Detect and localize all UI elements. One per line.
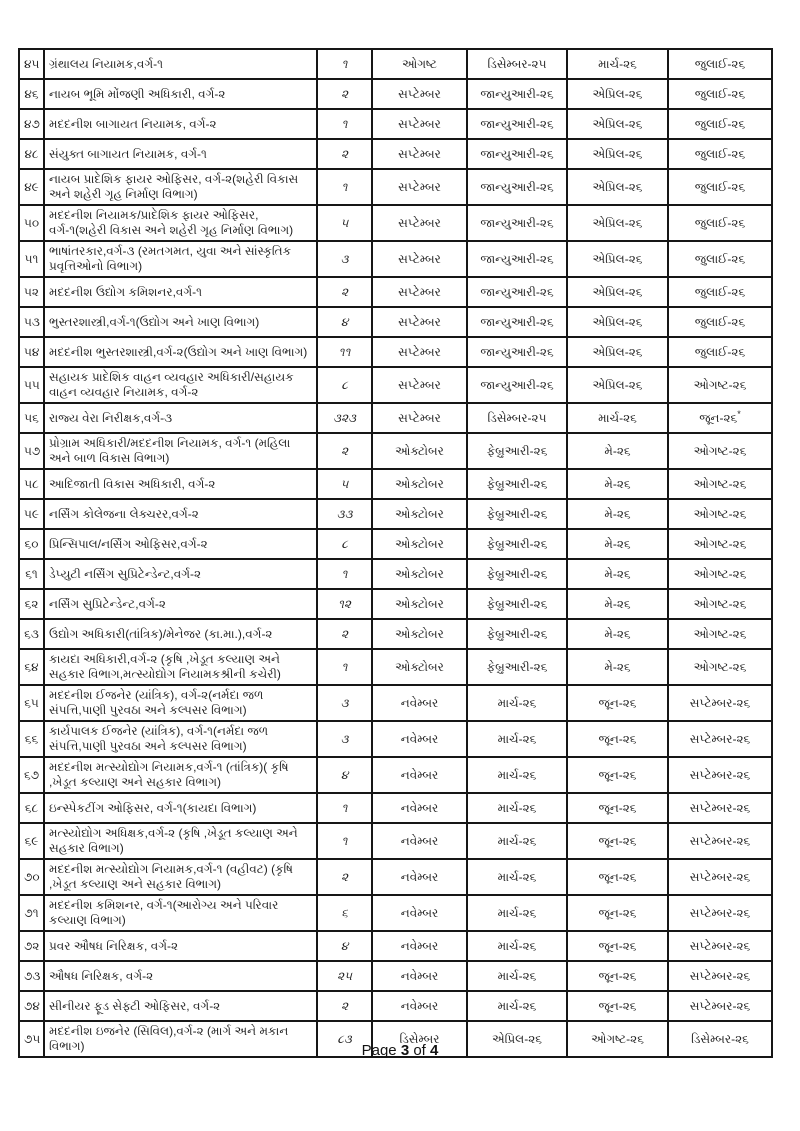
footer-page-label: Page — [361, 1042, 397, 1059]
vacancy-count-cell: ૧ — [317, 559, 372, 589]
vacancy-count-cell: ૮ — [317, 367, 372, 403]
post-name-cell: ગ્રંથાલય નિયામક,વર્ગ-૧ — [44, 49, 317, 79]
serial-cell: ૬૧ — [19, 559, 44, 589]
month-2-cell: માર્ચ-૨૬ — [467, 721, 567, 757]
month-3-cell: જૂન-૨૬ — [567, 931, 668, 961]
serial-cell: ૪૮ — [19, 139, 44, 169]
page-footer — [0, 1042, 800, 1059]
table-row — [19, 337, 772, 367]
table-row — [19, 499, 772, 529]
month-3-cell: એપ્રિલ-૨૬ — [567, 277, 668, 307]
table-row — [19, 859, 772, 895]
month-1-cell: સપ્ટેમ્બર — [372, 139, 467, 169]
table-row — [19, 79, 772, 109]
month-3-cell: મે-૨૬ — [567, 649, 668, 685]
month-2-cell: માર્ચ-૨૬ — [467, 895, 567, 931]
month-1-cell: નવેમ્બર — [372, 757, 467, 793]
vacancy-count-cell: ૨ — [317, 277, 372, 307]
month-3-cell: જૂન-૨૬ — [567, 721, 668, 757]
vacancy-count-cell: ૨૫ — [317, 961, 372, 991]
month-2-cell: ડિસેમ્બર-૨૫ — [467, 49, 567, 79]
month-3-cell: ઓગષ્ટ-૨૬ — [567, 1021, 668, 1057]
table-row — [19, 529, 772, 559]
vacancy-count-cell: ૩૩ — [317, 499, 372, 529]
month-4-cell: સપ્ટેમ્બર-૨૬ — [668, 793, 772, 823]
post-name-cell: ડેપ્યુટી નર્સિંગ સુપ્રિટેન્ડેન્ટ,વર્ગ-૨ — [44, 559, 317, 589]
table-row — [19, 469, 772, 499]
month-3-cell: મે-૨૬ — [567, 619, 668, 649]
table-row — [19, 169, 772, 205]
post-name-cell: પ્રોગ્રામ અધિકારી/મદદનીશ નિયામક, વર્ગ-૧ (મહિલા અને બાળ વિકાસ વિભાગ) — [44, 433, 317, 469]
month-4-cell: સપ્ટેમ્બર-૨૬ — [668, 895, 772, 931]
month-3-cell: મે-૨૬ — [567, 469, 668, 499]
vacancy-count-cell: ૧ — [317, 649, 372, 685]
month-2-cell: જાન્યુઆરી-૨૬ — [467, 139, 567, 169]
table-row — [19, 139, 772, 169]
table-row — [19, 757, 772, 793]
month-1-cell: નવેમ્બર — [372, 685, 467, 721]
month-2-cell: જાન્યુઆરી-૨૬ — [467, 307, 567, 337]
month-3-cell: મે-૨૬ — [567, 589, 668, 619]
month-1-cell: સપ્ટેમ્બર — [372, 205, 467, 241]
serial-cell: ૫૬ — [19, 403, 44, 433]
month-4-cell: ઓગષ્ટ-૨૬ — [668, 559, 772, 589]
table-row — [19, 961, 772, 991]
month-2-cell: ફેબ્રુઆરી-૨૬ — [467, 649, 567, 685]
month-2-cell: માર્ચ-૨૬ — [467, 757, 567, 793]
month-3-cell: મે-૨૬ — [567, 559, 668, 589]
month-2-cell: માર્ચ-૨૬ — [467, 859, 567, 895]
vacancy-count-cell: ૧ — [317, 49, 372, 79]
month-3-cell: એપ્રિલ-૨૬ — [567, 205, 668, 241]
month-1-cell: સપ્ટેમ્બર — [372, 337, 467, 367]
month-3-cell: એપ્રિલ-૨૬ — [567, 367, 668, 403]
serial-cell: ૫૧ — [19, 241, 44, 277]
month-2-cell: જાન્યુઆરી-૨૬ — [467, 277, 567, 307]
month-1-cell: સપ્ટેમ્બર — [372, 403, 467, 433]
month-2-cell: જાન્યુઆરી-૨૬ — [467, 337, 567, 367]
vacancy-count-cell: ૨ — [317, 79, 372, 109]
post-name-cell: આદિજાતી વિકાસ અધિકારી, વર્ગ-૨ — [44, 469, 317, 499]
month-1-cell: ઓક્ટોબર — [372, 469, 467, 499]
month-1-cell: નવેમ્બર — [372, 961, 467, 991]
month-1-cell: ડિસેમ્બર — [372, 1021, 467, 1057]
month-1-cell: સપ્ટેમ્બર — [372, 79, 467, 109]
month-1-cell: સપ્ટેમ્બર — [372, 241, 467, 277]
serial-cell: ૪૯ — [19, 169, 44, 205]
month-4-cell: સપ્ટેમ્બર-૨૬ — [668, 859, 772, 895]
vacancy-count-cell: ૫ — [317, 205, 372, 241]
serial-cell: ૫૭ — [19, 433, 44, 469]
vacancy-count-cell: ૫ — [317, 469, 372, 499]
table-row — [19, 793, 772, 823]
month-3-cell: એપ્રિલ-૨૬ — [567, 337, 668, 367]
serial-cell: ૬૩ — [19, 619, 44, 649]
month-1-cell: ઓક્ટોબર — [372, 619, 467, 649]
month-3-cell: એપ્રિલ-૨૬ — [567, 169, 668, 205]
vacancy-count-cell: ૨ — [317, 433, 372, 469]
post-name-cell: મદદનીશ કમિશનર, વર્ગ-૧(આરોગ્ય અને પરિવાર કલ્યાણ વિભાગ) — [44, 895, 317, 931]
table-row — [19, 307, 772, 337]
post-name-cell: મદદનીશ બાગાયત નિયામક, વર્ગ-૨ — [44, 109, 317, 139]
month-1-cell: નવેમ્બર — [372, 823, 467, 859]
month-2-cell: માર્ચ-૨૬ — [467, 931, 567, 961]
serial-cell: ૬૬ — [19, 721, 44, 757]
month-2-cell: ફેબ્રુઆરી-૨૬ — [467, 433, 567, 469]
month-1-cell: ઓક્ટોબર — [372, 529, 467, 559]
month-2-cell: ફેબ્રુઆરી-૨૬ — [467, 469, 567, 499]
table-row — [19, 559, 772, 589]
serial-cell: ૫૨ — [19, 277, 44, 307]
serial-cell: ૬૮ — [19, 793, 44, 823]
month-3-cell: એપ્રિલ-૨૬ — [567, 139, 668, 169]
post-name-cell: કાર્યપાલક ઈજનેર (યાંત્રિક), વર્ગ-૧(નર્મદા જળ સંપત્તિ,પાણી પુરવઠા અને કલ્પસર વિભાગ) — [44, 721, 317, 757]
month-4-cell: સપ્ટેમ્બર-૨૬ — [668, 931, 772, 961]
post-name-cell: નાયબ ભૂમિ મોંજણી અધિકારી, વર્ગ-૨ — [44, 79, 317, 109]
month-4-cell: સપ્ટેમ્બર-૨૬ — [668, 757, 772, 793]
vacancy-count-cell: ૧ — [317, 169, 372, 205]
table-row — [19, 205, 772, 241]
serial-cell: ૭૨ — [19, 931, 44, 961]
serial-cell: ૪૭ — [19, 109, 44, 139]
month-1-cell: નવેમ્બર — [372, 793, 467, 823]
serial-cell: ૬૭ — [19, 757, 44, 793]
vacancy-count-cell: ૨ — [317, 991, 372, 1021]
table-row — [19, 589, 772, 619]
month-2-cell: એપ્રિલ-૨૬ — [467, 1021, 567, 1057]
post-name-cell: સહાયક પ્રાદેશિક વાહન વ્યવહાર અધિકારી/સહાયક વાહન વ્યવહાર નિયામક, વર્ગ-૨ — [44, 367, 317, 403]
month-3-cell: એપ્રિલ-૨૬ — [567, 241, 668, 277]
serial-cell: ૬૯ — [19, 823, 44, 859]
table-row — [19, 991, 772, 1021]
table-row — [19, 619, 772, 649]
serial-cell: ૫૩ — [19, 307, 44, 337]
serial-cell: ૫૪ — [19, 337, 44, 367]
month-4-cell: જુલાઈ-૨૬ — [668, 109, 772, 139]
post-name-cell: ઔષધ નિરિક્ષક, વર્ગ-૨ — [44, 961, 317, 991]
table-row — [19, 367, 772, 403]
month-2-cell: ફેબ્રુઆરી-૨૬ — [467, 499, 567, 529]
month-3-cell: જૂન-૨૬ — [567, 793, 668, 823]
serial-cell: ૬૪ — [19, 649, 44, 685]
month-3-cell: જૂન-૨૬ — [567, 757, 668, 793]
month-1-cell: નવેમ્બર — [372, 721, 467, 757]
month-2-cell: માર્ચ-૨૬ — [467, 685, 567, 721]
month-1-cell: ઓગષ્ટ — [372, 49, 467, 79]
month-3-cell: એપ્રિલ-૨૬ — [567, 79, 668, 109]
post-name-cell: મદદનીશ ઉદ્યોગ કમિશનર,વર્ગ-૧ — [44, 277, 317, 307]
month-3-cell: જૂન-૨૬ — [567, 991, 668, 1021]
vacancy-count-cell: ૩ — [317, 685, 372, 721]
month-3-cell: મે-૨૬ — [567, 433, 668, 469]
month-4-cell: જુલાઈ-૨૬ — [668, 79, 772, 109]
month-4-cell: જુલાઈ-૨૬ — [668, 49, 772, 79]
post-name-cell: રાજ્ય વેરા નિરીક્ષક,વર્ગ-૩ — [44, 403, 317, 433]
table-row — [19, 649, 772, 685]
month-3-cell: માર્ચ-૨૬ — [567, 49, 668, 79]
month-1-cell: નવેમ્બર — [372, 859, 467, 895]
month-1-cell: નવેમ્બર — [372, 895, 467, 931]
month-3-cell: એપ્રિલ-૨૬ — [567, 109, 668, 139]
serial-cell: ૬૦ — [19, 529, 44, 559]
month-4-cell: ઓગષ્ટ-૨૬ — [668, 649, 772, 685]
vacancy-count-cell: ૪ — [317, 307, 372, 337]
serial-cell: ૭૫ — [19, 1021, 44, 1057]
month-3-cell: જૂન-૨૬ — [567, 895, 668, 931]
table-row — [19, 721, 772, 757]
serial-cell: ૪૬ — [19, 79, 44, 109]
month-3-cell: જૂન-૨૬ — [567, 859, 668, 895]
recruitment-schedule-table — [18, 48, 773, 1058]
month-4-cell: જુલાઈ-૨૬ — [668, 139, 772, 169]
post-name-cell: નર્સિંગ કોલેજના લેક્ચરર,વર્ગ-૨ — [44, 499, 317, 529]
vacancy-count-cell: ૨ — [317, 139, 372, 169]
footer-total-pages: 4 — [430, 1042, 439, 1059]
serial-cell: ૫૮ — [19, 469, 44, 499]
vacancy-count-cell: ૩ — [317, 241, 372, 277]
vacancy-count-cell: ૧ — [317, 823, 372, 859]
month-4-cell: સપ્ટેમ્બર-૨૬ — [668, 721, 772, 757]
month-3-cell: જૂન-૨૬ — [567, 823, 668, 859]
vacancy-count-cell: ૮ — [317, 529, 372, 559]
serial-cell: ૫૯ — [19, 499, 44, 529]
month-2-cell: માર્ચ-૨૬ — [467, 961, 567, 991]
month-2-cell: જાન્યુઆરી-૨૬ — [467, 367, 567, 403]
vacancy-count-cell: ૧ — [317, 109, 372, 139]
vacancy-count-cell: ૪ — [317, 757, 372, 793]
vacancy-count-cell: ૧૨ — [317, 589, 372, 619]
serial-cell: ૭૧ — [19, 895, 44, 931]
month-1-cell: નવેમ્બર — [372, 931, 467, 961]
table-row — [19, 49, 772, 79]
post-name-cell: સીનીયર ફૂડ સેફ્ટી ઓફિસર, વર્ગ-૨ — [44, 991, 317, 1021]
month-2-cell: જાન્યુઆરી-૨૬ — [467, 169, 567, 205]
serial-cell: ૭૩ — [19, 961, 44, 991]
month-1-cell: સપ્ટેમ્બર — [372, 277, 467, 307]
post-name-cell: નર્સિંગ સુપ્રિટેન્ડેન્ટ,વર્ગ-૨ — [44, 589, 317, 619]
month-4-cell: જુલાઈ-૨૬ — [668, 241, 772, 277]
vacancy-count-cell: ૨ — [317, 859, 372, 895]
month-1-cell: ઓક્ટોબર — [372, 649, 467, 685]
month-4-cell: ઓગષ્ટ-૨૬ — [668, 589, 772, 619]
month-2-cell: માર્ચ-૨૬ — [467, 991, 567, 1021]
month-1-cell: નવેમ્બર — [372, 991, 467, 1021]
month-4-cell: ઓગષ્ટ-૨૬ — [668, 499, 772, 529]
serial-cell: ૬૨ — [19, 589, 44, 619]
table-row — [19, 403, 772, 433]
month-4-cell: જુલાઈ-૨૬ — [668, 277, 772, 307]
month-2-cell: જાન્યુઆરી-૨૬ — [467, 109, 567, 139]
post-name-cell: મત્સ્યોદ્યોગ અધિક્ષક,વર્ગ-૨ (કૃષિ ,ખેડૂત કલ્યાણ અને સહકાર વિભાગ) — [44, 823, 317, 859]
vacancy-count-cell: ૨ — [317, 619, 372, 649]
vacancy-count-cell: ૩ — [317, 721, 372, 757]
vacancy-count-cell: ૧ — [317, 793, 372, 823]
month-4-cell: જુલાઈ-૨૬ — [668, 169, 772, 205]
post-name-cell: મદદનીશ ભુસ્તરશાસ્ત્રી,વર્ગ-૨(ઉદ્યોગ અને ખાણ વિભાગ) — [44, 337, 317, 367]
table-row — [19, 109, 772, 139]
month-3-cell: મે-૨૬ — [567, 499, 668, 529]
month-2-cell: માર્ચ-૨૬ — [467, 823, 567, 859]
month-2-cell: ફેબ્રુઆરી-૨૬ — [467, 589, 567, 619]
vacancy-count-cell: ૬ — [317, 895, 372, 931]
post-name-cell: નાયબ પ્રાદેશિક ફાયર ઓફિસર, વર્ગ-૨(શહેરી વિકાસ અને શહેરી ગૃહ નિર્માણ વિભાગ) — [44, 169, 317, 205]
post-name-cell: મદદનીશ નિયામક/પ્રાદેશિક ફાયર ઓફિસર, વર્ગ-૧(શહેરી વિકાસ અને શહેરી ગૃહ નિર્માણ વિભાગ) — [44, 205, 317, 241]
month-1-cell: સપ્ટેમ્બર — [372, 307, 467, 337]
month-1-cell: સપ્ટેમ્બર — [372, 169, 467, 205]
vacancy-count-cell: ૧૧ — [317, 337, 372, 367]
month-2-cell: ફેબ્રુઆરી-૨૬ — [467, 619, 567, 649]
post-name-cell: ભુસ્તરશાસ્ત્રી,વર્ગ-૧(ઉદ્યોગ અને ખાણ વિભાગ) — [44, 307, 317, 337]
post-name-cell: ઉદ્યોગ અધિકારી(તાંત્રિક)/મેનેજર (કા.મા.),વર્ગ-૨ — [44, 619, 317, 649]
table-body — [19, 49, 772, 1057]
month-2-cell: માર્ચ-૨૬ — [467, 793, 567, 823]
serial-cell: ૫૦ — [19, 205, 44, 241]
serial-cell: ૫૫ — [19, 367, 44, 403]
serial-cell: ૭૦ — [19, 859, 44, 895]
month-4-cell: ઓગષ્ટ-૨૬ — [668, 469, 772, 499]
table-row — [19, 823, 772, 859]
month-4-cell: ઓગષ્ટ-૨૬ — [668, 529, 772, 559]
month-1-cell: ઓક્ટોબર — [372, 433, 467, 469]
month-4-cell: સપ્ટેમ્બર-૨૬ — [668, 823, 772, 859]
month-4-cell: જુલાઈ-૨૬ — [668, 337, 772, 367]
month-3-cell: જૂન-૨૬ — [567, 685, 668, 721]
footer-of-label: of — [413, 1042, 426, 1059]
month-1-cell: સપ્ટેમ્બર — [372, 109, 467, 139]
month-2-cell: ડિસેમ્બર-૨૫ — [467, 403, 567, 433]
month-1-cell: ઓક્ટોબર — [372, 559, 467, 589]
post-name-cell: પ્રિન્સિપાલ/નર્સિંગ ઓફિસર,વર્ગ-૨ — [44, 529, 317, 559]
month-4-cell: સપ્ટેમ્બર-૨૬ — [668, 685, 772, 721]
month-4-cell: સપ્ટેમ્બર-૨૬ — [668, 991, 772, 1021]
post-name-cell: કાયદા અધિકારી,વર્ગ-૨ (કૃષિ ,ખેડૂત કલ્યાણ અને સહકાર વિભાગ,મત્સ્યોદ્યોગ નિયામકશ્રીની કચેરી) — [44, 649, 317, 685]
table-row — [19, 433, 772, 469]
post-name-cell: મદદનીશ મત્સ્યોદ્યોગ નિયામક,વર્ગ-૧ (વહીવટ) (કૃષિ ,ખેડૂત કલ્યાણ અને સહકાર વિભાગ) — [44, 859, 317, 895]
table-row — [19, 895, 772, 931]
month-4-cell: જુલાઈ-૨૬ — [668, 205, 772, 241]
post-name-cell: મદદનીશ ઇજનેર (સિવિલ),વર્ગ-૨ (માર્ગ અને મકાન વિભાગ) — [44, 1021, 317, 1057]
month-4-cell: જૂન-૨૬* — [668, 403, 772, 433]
post-name-cell: સંયુક્ત બાગાયત નિયામક, વર્ગ-૧ — [44, 139, 317, 169]
month-4-cell: જુલાઈ-૨૬ — [668, 307, 772, 337]
table-row — [19, 931, 772, 961]
serial-cell: ૪૫ — [19, 49, 44, 79]
table-row — [19, 241, 772, 277]
serial-cell: ૭૪ — [19, 991, 44, 1021]
month-2-cell: જાન્યુઆરી-૨૬ — [467, 241, 567, 277]
serial-cell: ૬૫ — [19, 685, 44, 721]
month-3-cell: મે-૨૬ — [567, 529, 668, 559]
vacancy-count-cell: ૮૩ — [317, 1021, 372, 1057]
month-1-cell: ઓક્ટોબર — [372, 499, 467, 529]
table-row — [19, 277, 772, 307]
month-2-cell: જાન્યુઆરી-૨૬ — [467, 79, 567, 109]
post-name-cell: ઇન્સ્પેકટીંગ ઓફિસર, વર્ગ-૧(કાયદા વિભાગ) — [44, 793, 317, 823]
month-4-cell: ઓગષ્ટ-૨૬ — [668, 619, 772, 649]
post-name-cell: મદદનીશ મત્સ્યોદ્યોગ નિયામક,વર્ગ-૧ (તાંત્રિક)( કૃષિ ,ખેડૂત કલ્યાણ અને સહકાર વિભાગ) — [44, 757, 317, 793]
month-3-cell: એપ્રિલ-૨૬ — [567, 307, 668, 337]
post-name-cell: મદદનીશ ઈજનેર (યાંત્રિક), વર્ગ-૨(નર્મદા જળ સંપત્તિ,પાણી પુરવઠા અને કલ્પસર વિભાગ) — [44, 685, 317, 721]
post-name-cell: ભાષાંતરકાર,વર્ગ-૩ (રમતગમત, યુવા અને સાંસ્કૃતિક પ્રવૃત્તિઓનો વિભાગ) — [44, 241, 317, 277]
month-4-cell: ડિસેમ્બર-૨૬ — [668, 1021, 772, 1057]
month-3-cell: જૂન-૨૬ — [567, 961, 668, 991]
vacancy-count-cell: ૩૨૩ — [317, 403, 372, 433]
vacancy-count-cell: ૪ — [317, 931, 372, 961]
month-2-cell: ફેબ્રુઆરી-૨૬ — [467, 559, 567, 589]
month-2-cell: ફેબ્રુઆરી-૨૬ — [467, 529, 567, 559]
footer-page-number: 3 — [400, 1042, 410, 1059]
table-row — [19, 685, 772, 721]
post-name-cell: પ્રવર ઔષધ નિરિક્ષક, વર્ગ-૨ — [44, 931, 317, 961]
month-4-cell: ઓગષ્ટ-૨૬ — [668, 367, 772, 403]
month-4-cell: ઓગષ્ટ-૨૬ — [668, 433, 772, 469]
month-3-cell: માર્ચ-૨૬ — [567, 403, 668, 433]
month-4-cell: સપ્ટેમ્બર-૨૬ — [668, 961, 772, 991]
month-1-cell: સપ્ટેમ્બર — [372, 367, 467, 403]
month-1-cell: ઓક્ટોબર — [372, 589, 467, 619]
month-2-cell: જાન્યુઆરી-૨૬ — [467, 205, 567, 241]
